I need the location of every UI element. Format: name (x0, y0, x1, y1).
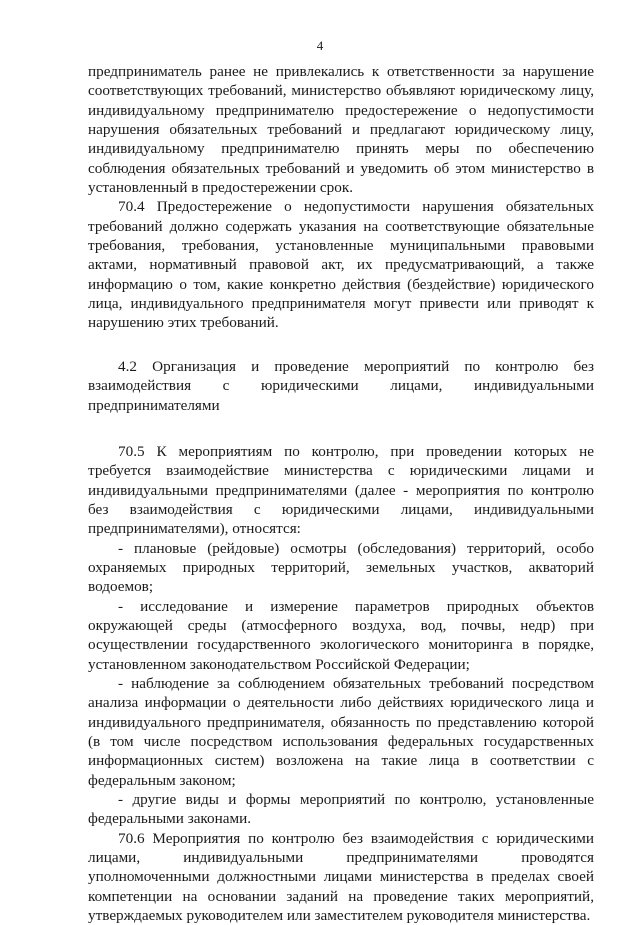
page-number: 4 (316, 38, 324, 53)
list-item: - наблюдение за соблюдением обязательных требований посредством анализа информации о деятельности либо действиях юридического лица и индивидуального предпринимателя, обязанность по представлению которой (в том числе посредством использования федеральных государственных информационных систем) возложена на такие лица в соответствии с федеральным законом; (88, 674, 594, 789)
list-item: - другие виды и формы мероприятий по контролю, установленные федеральными законами. (88, 791, 594, 828)
paragraph-70-5: 70.5 К мероприятиям по контролю, при проведении которых не требуется взаимодействие министерства с юридическими лицами и индивидуальными предпринимателями (далее - мероприятия по контролю без взаимодействия с юридическими лицами, индивидуальными предпринимателями), относятся: (88, 442, 594, 538)
section-heading-4-2: 4.2 Организация и проведение мероприятий по контролю без взаимодействия с юридическими лицами, индивидуальными предпринимателями (88, 357, 594, 414)
paragraph-continuation: предприниматель ранее не привлекались к ответственности за нарушение соответствующих требований, министерство объявляют юридическому лицу, индивидуальному предпринимателю предостережение о недопустимости нарушения обязательных требований и предлагают юридическому лицу, индивидуальному предпринимателю принять меры по обеспечению соблюдения обязательных требований и уведомить об этом министерство в установленный в предостережении срок. (88, 63, 594, 197)
list-item: - исследование и измерение параметров природных объектов окружающей среды (атмосферного воздуха, вод, почвы, недр) при осуществлении государственного экологического мониторинга в порядке, установленном законодательством Российской Федерации; (88, 597, 594, 673)
list-item: - плановые (рейдовые) осмотры (обследования) территорий, особо охраняемых природных территорий, земельных участков, акваторий водоемов; (88, 539, 594, 596)
document-body (88, 62, 594, 925)
paragraph-70-4: 70.4 Предостережение о недопустимости нарушения обязательных требований должно содержать указания на соответствующие обязательные требования, требования, установленные муниципальными правовыми актами, нормативный правовой акт, их предусматривающий, а также информацию о том, какие конкретно действия (бездействие) юридического лица, индивидуального предпринимателя могут привести или приводят к нарушению этих требований. (88, 198, 594, 332)
paragraph-70-6: 70.6 Мероприятия по контролю без взаимодействия с юридическими лицами, индивидуальными предпринимателями проводятся уполномоченными должностными лицами министерства в пределах своей компетенции на основании заданий на проведение таких мероприятий, утверждаемых руководителем или заместителем руководителя министерства. (88, 829, 594, 925)
